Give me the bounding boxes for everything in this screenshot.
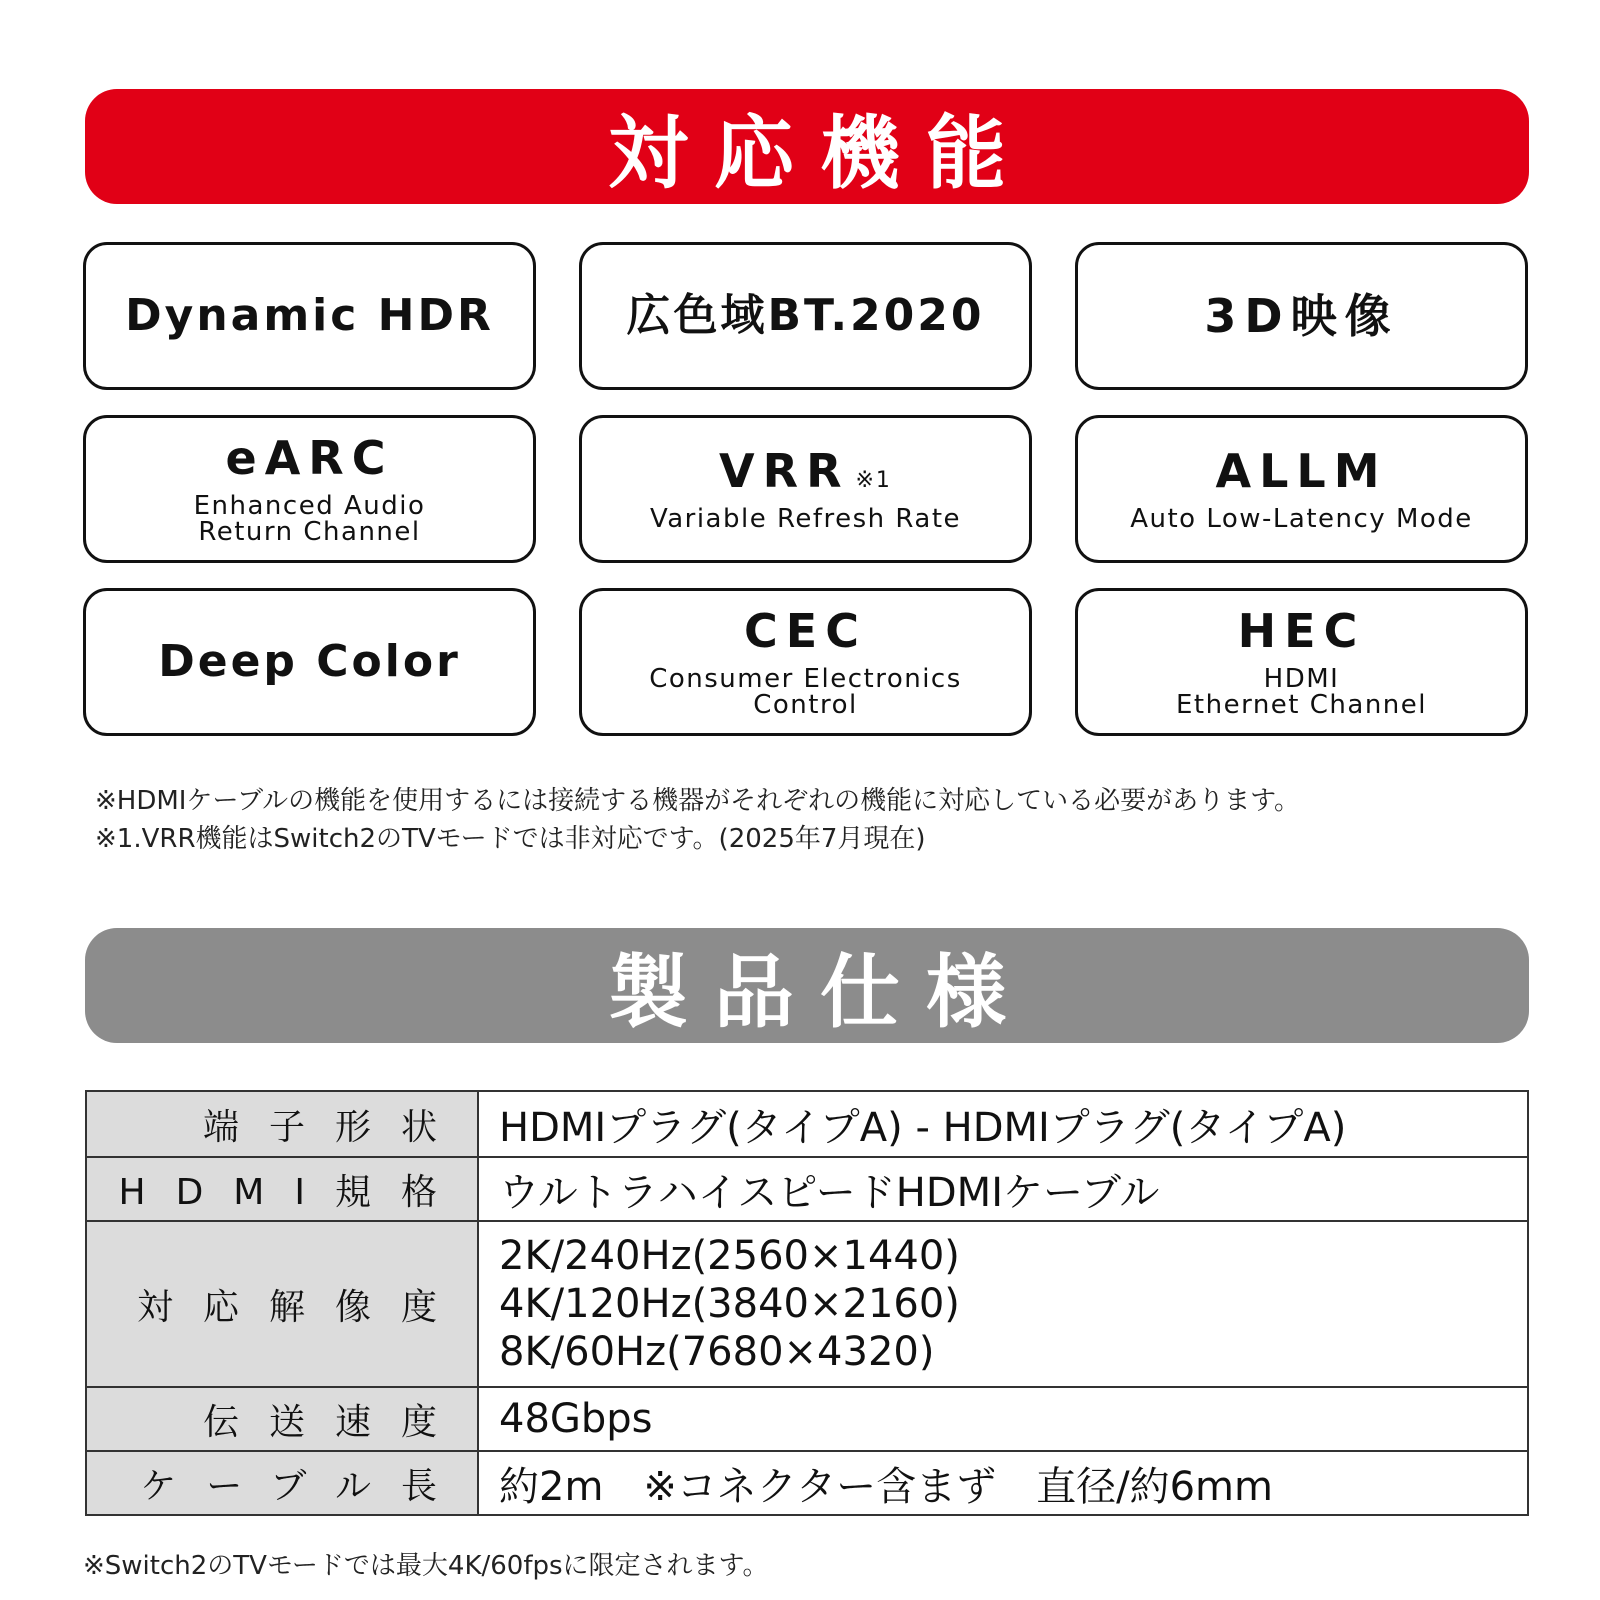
feature-title: 広色域BT.2020 [626,289,985,341]
feature-title-text: VRR [719,443,850,498]
feature-title: ALLM [1215,443,1388,498]
feature-card-3d [1075,242,1528,390]
spec-value [478,1221,1528,1387]
bottom-footnote: ※Switch2のTVモードでは最大4K/60fpsに限定されます。 [83,1551,769,1581]
feature-subtitle: HDMI Ethernet Channel [1175,664,1427,721]
feature-card-hec [1075,588,1528,736]
feature-title: Deep Color [158,635,461,687]
spec-value: 48Gbps [478,1387,1528,1451]
footnote: ※1.VRR機能はSwitch2のTVモードでは非対応です。(2025年7月現在) [95,824,926,854]
spec-value: 約2m ※コネクター含まず 直径/約6mm [478,1451,1528,1515]
feature-card-allm [1075,415,1528,563]
feature-subtitle: Enhanced Audio Return Channel [193,491,426,548]
specs-header: 製品仕様 [85,928,1529,1043]
resolution-line: 4K/120Hz(3840×2160) [499,1281,960,1327]
features-grid [83,242,1529,736]
feature-title: CEC [744,603,867,658]
feature-title: HEC [1237,603,1366,658]
spec-table [85,1090,1529,1516]
feature-card-vrr [579,415,1032,563]
feature-title [719,443,892,498]
feature-card-deep-color [83,588,536,736]
feature-card-dynamic-hdr [83,242,536,390]
table-row [86,1157,1528,1221]
feature-card-earc [83,415,536,563]
table-row [86,1451,1528,1515]
table-row [86,1091,1528,1157]
footnote: ※HDMIケーブルの機能を使用するには接続する機器がそれぞれの機能に対応している必要があります。 [95,786,1301,816]
feature-title: Dynamic HDR [125,289,494,341]
resolution-line: 8K/60Hz(7680×4320) [499,1329,935,1375]
spec-label: 対応解像度 [86,1221,478,1387]
table-row [86,1221,1528,1387]
spec-label: ケーブル長 [86,1451,478,1515]
features-header: 対応機能 [85,89,1529,204]
feature-card-bt2020 [579,242,1032,390]
feature-card-cec [579,588,1032,736]
footnote-mark: ※1 [855,467,892,493]
spec-value: ウルトラハイスピードHDMIケーブル [478,1157,1528,1221]
resolution-line: 2K/240Hz(2560×1440) [499,1233,960,1279]
spec-value: HDMIプラグ(タイプA) - HDMIプラグ(タイプA) [478,1091,1528,1157]
feature-title: eARC [225,430,394,485]
table-row [86,1387,1528,1451]
spec-label: 端子形状 [86,1091,478,1157]
feature-subtitle: Auto Low-Latency Mode [1130,504,1473,535]
feature-subtitle: Variable Refresh Rate [649,504,962,535]
feature-title: 3D映像 [1204,288,1399,343]
spec-label: 伝送速度 [86,1387,478,1451]
spec-label: HDMI規格 [86,1157,478,1221]
feature-subtitle: Consumer Electronics Control [649,664,962,721]
